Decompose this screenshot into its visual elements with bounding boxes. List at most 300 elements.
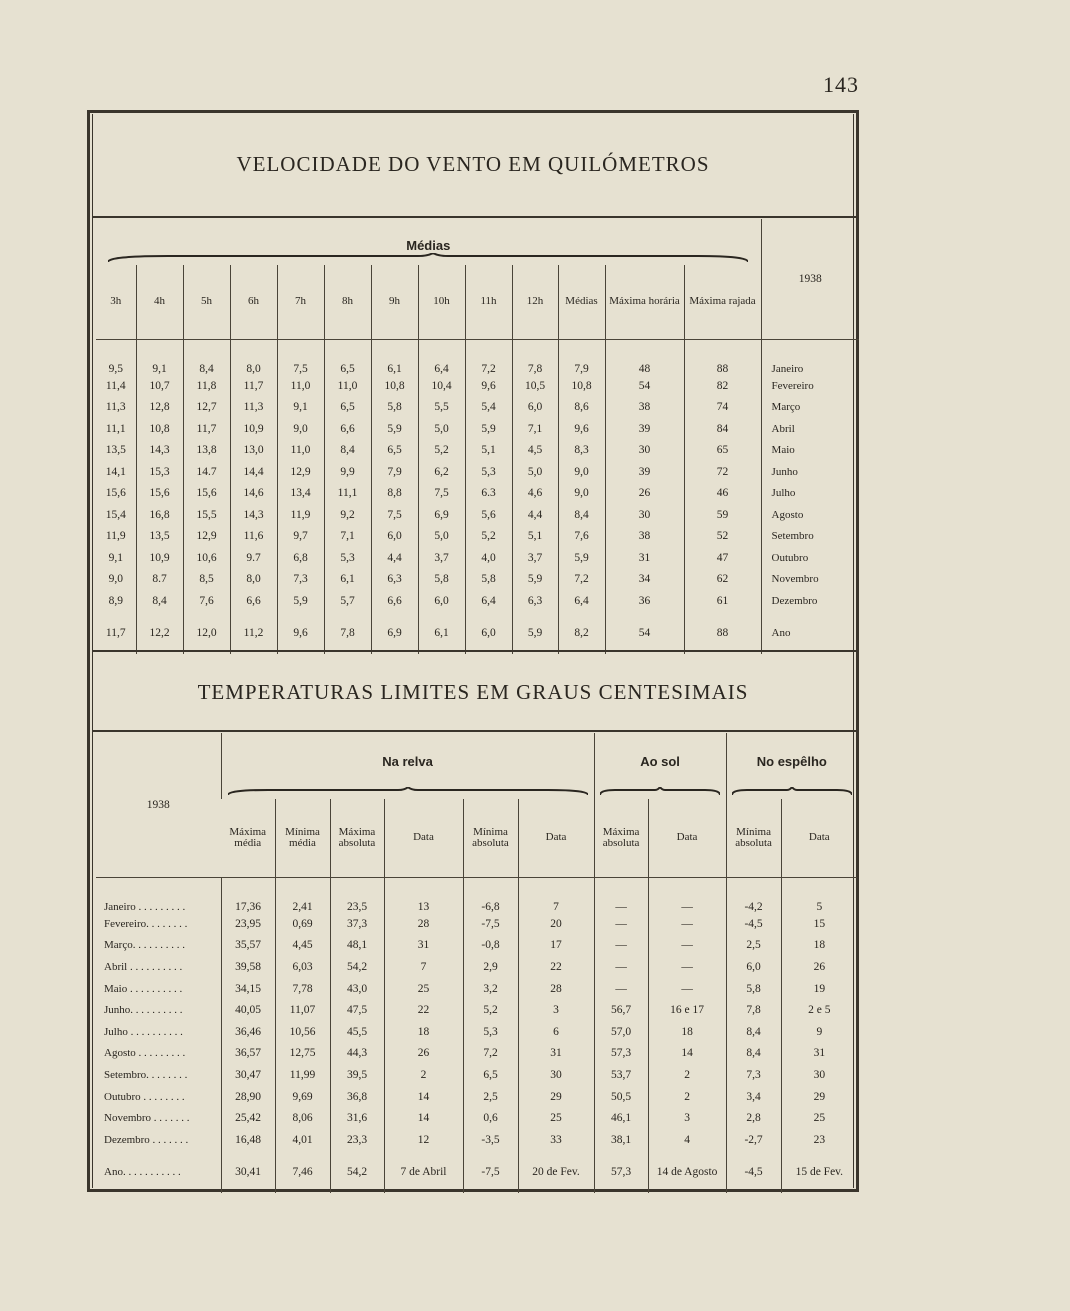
wind-cell: 11,7 — [105, 626, 126, 639]
wind-cell: 52 — [684, 526, 761, 548]
wind-cell: 7,6 — [558, 526, 605, 548]
temp-cell: 5,3 — [463, 1021, 518, 1043]
wind-cell: 8,4 — [183, 339, 230, 375]
month-label: Julho — [761, 483, 859, 505]
wind-cell: 5,1 — [465, 440, 512, 462]
page-number: 143 — [823, 72, 859, 97]
wind-cell: 5,5 — [418, 397, 465, 419]
wind-cell: 5,2 — [418, 440, 465, 462]
wind-cell: 6,0 — [418, 590, 465, 612]
wind-cell: 7,5 — [371, 504, 418, 526]
temp-col-header: Data — [648, 799, 726, 877]
temp-cell: — — [594, 935, 648, 957]
wind-cell: 10,7 — [136, 375, 183, 397]
temp-cell: -6,8 — [463, 877, 518, 913]
temp-cell: 7 de Abril — [384, 1151, 463, 1193]
temp-col-header: Data — [384, 799, 463, 877]
temp-cell: 2 — [648, 1086, 726, 1108]
table-row — [96, 935, 857, 957]
table-row — [96, 461, 859, 483]
temp-cell: 0,6 — [463, 1107, 518, 1129]
wind-cell: 7,9 — [558, 339, 605, 375]
temp-col-header: Máxima absoluta — [594, 799, 648, 877]
temp-cell: 23,3 — [330, 1129, 384, 1151]
wind-col-header: 6h — [230, 265, 277, 339]
wind-cell: 8,2 — [558, 612, 605, 654]
wind-cell: 8,9 — [108, 594, 123, 607]
temp-cell: 22 — [384, 999, 463, 1021]
temp-cell: 47,5 — [330, 999, 384, 1021]
temp-cell: 25 — [384, 978, 463, 1000]
month-label: Dezembro — [761, 590, 859, 612]
temp-cell: 11,99 — [275, 1064, 330, 1086]
wind-cell: 7,3 — [277, 569, 324, 591]
wind-cell: 5,3 — [324, 547, 371, 569]
temp-cell: 11,07 — [275, 999, 330, 1021]
wind-cell: 4,4 — [371, 547, 418, 569]
month-label: Outubro — [761, 547, 859, 569]
wind-cell: 14,1 — [105, 465, 126, 478]
wind-cell: 7,8 — [324, 612, 371, 654]
wind-cell: 5,9 — [277, 590, 324, 612]
temp-cell: 0,69 — [275, 913, 330, 935]
wind-cell: 5,8 — [418, 569, 465, 591]
temp-cell: 8,4 — [726, 1021, 781, 1043]
wind-cell: 6,4 — [418, 339, 465, 375]
temp-cell: 7,3 — [726, 1064, 781, 1086]
temp-cell: 39,5 — [330, 1064, 384, 1086]
month-label: Outubro . . . . . . . . — [104, 1090, 185, 1103]
temp-cell: — — [648, 956, 726, 978]
temp-cell: 56,7 — [594, 999, 648, 1021]
temp-cell: — — [594, 913, 648, 935]
temp-cell: 57,0 — [594, 1021, 648, 1043]
temp-cell: 28 — [384, 913, 463, 935]
wind-cell: 13,5 — [105, 444, 126, 457]
temp-cell: 39,58 — [221, 956, 275, 978]
temp-cell: 54,2 — [330, 956, 384, 978]
temp-cell: 7,2 — [463, 1043, 518, 1065]
table-row — [96, 483, 859, 505]
month-label: Novembro — [761, 569, 859, 591]
wind-cell: 62 — [684, 569, 761, 591]
wind-table-title: VELOCIDADE DO VENTO EM QUILÓMETROS — [236, 152, 710, 176]
wind-cell: 6,5 — [324, 339, 371, 375]
temp-cell: 29 — [781, 1086, 857, 1108]
wind-cell: 14,6 — [230, 483, 277, 505]
wind-cell: 5,0 — [512, 461, 558, 483]
wind-cell: 11,1 — [324, 483, 371, 505]
table-row — [96, 397, 859, 419]
temp-cell: 6,0 — [726, 956, 781, 978]
wind-cell: 30 — [605, 504, 684, 526]
temp-cell: 2,41 — [275, 877, 330, 913]
wind-cell: 9.7 — [230, 547, 277, 569]
temp-cell: — — [648, 913, 726, 935]
ao-sol-brace — [600, 787, 720, 797]
table-row — [96, 956, 857, 978]
temp-cell: — — [594, 956, 648, 978]
temp-cell: 2,8 — [726, 1107, 781, 1129]
wind-cell: 15,4 — [105, 508, 126, 521]
temp-cell: 31,6 — [330, 1107, 384, 1129]
temp-cell: 23,95 — [221, 913, 275, 935]
wind-col-header: 10h — [418, 265, 465, 339]
temp-cell: 18 — [384, 1021, 463, 1043]
wind-cell: 6,9 — [371, 612, 418, 654]
temp-cell: 14 — [384, 1086, 463, 1108]
wind-cell: 13,8 — [183, 440, 230, 462]
wind-speed-table — [96, 219, 859, 654]
wind-cell: 39 — [605, 418, 684, 440]
wind-cell: 48 — [605, 339, 684, 375]
wind-cell: 4,5 — [512, 440, 558, 462]
na-relva-brace — [228, 787, 588, 797]
temp-cell: 18 — [648, 1021, 726, 1043]
wind-cell: 8,4 — [324, 440, 371, 462]
wind-cell: 5,0 — [418, 418, 465, 440]
table-row — [96, 504, 859, 526]
wind-cell: 5,9 — [558, 547, 605, 569]
temp-col-header: Mínima absoluta — [726, 799, 781, 877]
temp-cell: 9 — [781, 1021, 857, 1043]
temp-cell: 13 — [384, 877, 463, 913]
wind-col-header: Máxima horária — [605, 265, 684, 339]
temp-cell: -2,7 — [726, 1129, 781, 1151]
wind-cell: 5,9 — [512, 569, 558, 591]
table-row — [96, 1021, 857, 1043]
month-label: Julho . . . . . . . . . . — [104, 1025, 183, 1038]
temp-col-header: Mínima média — [275, 799, 330, 877]
group-no-espelho — [726, 733, 857, 799]
wind-cell: 7,1 — [512, 418, 558, 440]
temp-cell: 5,2 — [463, 999, 518, 1021]
wind-cell: 65 — [684, 440, 761, 462]
temp-cell: 33 — [518, 1129, 594, 1151]
wind-cell: 11,6 — [230, 526, 277, 548]
temp-cell: 30 — [518, 1064, 594, 1086]
wind-cell: 10,8 — [558, 375, 605, 397]
temp-cell: 28 — [518, 978, 594, 1000]
temp-col-header: Data — [518, 799, 594, 877]
wind-cell: 7,6 — [183, 590, 230, 612]
wind-cell: 4,0 — [465, 547, 512, 569]
temp-cell: 30,41 — [221, 1151, 275, 1193]
wind-cell: 36 — [605, 590, 684, 612]
temp-cell: — — [594, 978, 648, 1000]
temp-cell: 15 de Fev. — [781, 1151, 857, 1193]
wind-cell: 9,6 — [558, 418, 605, 440]
temp-cell: 38,1 — [594, 1129, 648, 1151]
wind-cell: 11,4 — [105, 379, 126, 392]
temp-cell: 2 — [648, 1064, 726, 1086]
temp-cell: -3,5 — [463, 1129, 518, 1151]
temp-cell: -0,8 — [463, 935, 518, 957]
wind-cell: 7,8 — [512, 339, 558, 375]
wind-cell: 6,1 — [371, 339, 418, 375]
wind-cell: 6,3 — [512, 590, 558, 612]
temp-cell: -4,5 — [726, 913, 781, 935]
wind-col-header: Médias — [558, 265, 605, 339]
temp-cell: 12,75 — [275, 1043, 330, 1065]
temp-cell: 2,5 — [463, 1086, 518, 1108]
temp-cell: 28,90 — [221, 1086, 275, 1108]
table-row — [96, 999, 857, 1021]
month-label: Março. . . . . . . . . . — [104, 939, 185, 952]
temp-cell: 2,5 — [726, 935, 781, 957]
wind-cell: 47 — [684, 547, 761, 569]
temp-cell: -4,5 — [726, 1151, 781, 1193]
wind-cell: 38 — [605, 526, 684, 548]
wind-cell: 8.7 — [136, 569, 183, 591]
wind-cell: 11,3 — [230, 397, 277, 419]
wind-cell: 6,0 — [512, 397, 558, 419]
wind-cell: 4,4 — [512, 504, 558, 526]
temp-cell: 3 — [648, 1107, 726, 1129]
wind-cell: 10,9 — [136, 547, 183, 569]
wind-cell: 5,2 — [465, 526, 512, 548]
temp-cell: 8,4 — [726, 1043, 781, 1065]
temp-cell: 48,1 — [330, 935, 384, 957]
wind-cell: 88 — [684, 612, 761, 654]
temp-cell: — — [648, 978, 726, 1000]
wind-cell: 12,9 — [183, 526, 230, 548]
wind-cell: 11,3 — [105, 401, 126, 414]
month-label: Maio — [761, 440, 859, 462]
wind-cell: 6,9 — [418, 504, 465, 526]
wind-cell: 7,5 — [418, 483, 465, 505]
wind-cell: 6,5 — [324, 397, 371, 419]
table-row — [96, 339, 859, 375]
table-row — [96, 978, 857, 1000]
group-ao-sol-label: Ao sol — [640, 754, 680, 769]
wind-cell: 6,0 — [465, 612, 512, 654]
temp-cell: 57,3 — [594, 1043, 648, 1065]
wind-cell: 11,1 — [105, 422, 126, 435]
wind-cell: 9,6 — [277, 612, 324, 654]
wind-col-header: Máxima rajada — [684, 265, 761, 339]
temp-cell: 5 — [781, 877, 857, 913]
wind-cell: 6,8 — [277, 547, 324, 569]
table-row — [96, 547, 859, 569]
wind-cell: 5,9 — [512, 612, 558, 654]
wind-cell: 6,4 — [465, 590, 512, 612]
wind-cell: 5,7 — [324, 590, 371, 612]
temp-col-header: Máxima média — [229, 825, 267, 849]
month-label: Janeiro — [761, 339, 859, 375]
wind-cell: 8,4 — [558, 504, 605, 526]
temp-cell: — — [594, 877, 648, 913]
temp-cell: 10,56 — [275, 1021, 330, 1043]
month-label: Setembro — [761, 526, 859, 548]
no-espelho-brace — [732, 787, 852, 797]
temp-cell: 36,57 — [221, 1043, 275, 1065]
month-label: Maio . . . . . . . . . . — [104, 982, 183, 995]
temp-cell: 22 — [518, 956, 594, 978]
wind-cell: 6.3 — [465, 483, 512, 505]
wind-cell: 5,8 — [371, 397, 418, 419]
wind-year-label: 1938 — [761, 219, 859, 339]
temp-cell: 20 de Fev. — [518, 1151, 594, 1193]
temp-cell: 17 — [518, 935, 594, 957]
wind-cell: 11,7 — [183, 418, 230, 440]
table-row — [96, 526, 859, 548]
temp-cell: 16,48 — [221, 1129, 275, 1151]
temp-cell: 3,4 — [726, 1086, 781, 1108]
wind-cell: 9,0 — [108, 573, 123, 586]
wind-cell: 6,3 — [371, 569, 418, 591]
wind-cell: 14,4 — [230, 461, 277, 483]
wind-cell: 9,6 — [465, 375, 512, 397]
temp-cell: 46,1 — [594, 1107, 648, 1129]
wind-group-brace — [108, 253, 748, 263]
table-row — [96, 440, 859, 462]
temp-col-header: Máxima absoluta — [330, 799, 384, 877]
wind-cell: 15,6 — [105, 487, 126, 500]
temp-cell: 25 — [781, 1107, 857, 1129]
table-row — [96, 375, 859, 397]
temp-cell: 30,47 — [221, 1064, 275, 1086]
wind-cell: 14.7 — [183, 461, 230, 483]
wind-cell: 54 — [605, 612, 684, 654]
month-label: Janeiro . . . . . . . . . — [104, 901, 186, 913]
temp-cell: 23,5 — [330, 877, 384, 913]
month-label: Ano. . . . . . . . . . . — [104, 1165, 181, 1178]
wind-cell: 9,1 — [277, 397, 324, 419]
wind-cell: 11,0 — [324, 375, 371, 397]
wind-cell: 9,7 — [277, 526, 324, 548]
temp-cell: 40,05 — [221, 999, 275, 1021]
temp-cell: 7,8 — [726, 999, 781, 1021]
wind-col-header: 4h — [136, 265, 183, 339]
wind-cell: 6,6 — [371, 590, 418, 612]
temp-cell: 4 — [648, 1129, 726, 1151]
wind-cell: 11,0 — [277, 440, 324, 462]
wind-cell: 26 — [605, 483, 684, 505]
temp-cell: 2,9 — [463, 956, 518, 978]
temp-cell: 19 — [781, 978, 857, 1000]
temp-cell: 6 — [518, 1021, 594, 1043]
temp-cell: 37,3 — [330, 913, 384, 935]
temp-cell: 25,42 — [221, 1107, 275, 1129]
wind-cell: 5,8 — [465, 569, 512, 591]
wind-cell: 9,5 — [108, 363, 123, 375]
wind-cell: 7,9 — [371, 461, 418, 483]
table-row — [96, 1064, 857, 1086]
temp-cell: 31 — [518, 1043, 594, 1065]
wind-cell: 9,2 — [324, 504, 371, 526]
wind-col-header: 7h — [277, 265, 324, 339]
table-row — [96, 1129, 857, 1151]
wind-cell: 6,2 — [418, 461, 465, 483]
wind-cell: 11,9 — [105, 530, 126, 543]
wind-cell: 9,0 — [558, 483, 605, 505]
wind-cell: 72 — [684, 461, 761, 483]
temp-cell: 7,78 — [275, 978, 330, 1000]
month-label: Agosto — [761, 504, 859, 526]
table-row — [96, 1107, 857, 1129]
month-label: Ano — [761, 612, 859, 654]
temp-cell: 2 — [384, 1064, 463, 1086]
wind-cell: 9,0 — [558, 461, 605, 483]
temp-cell: 2 e 5 — [781, 999, 857, 1021]
temp-cell: 15 — [781, 913, 857, 935]
wind-cell: 3,7 — [512, 547, 558, 569]
temp-cell: 30 — [781, 1064, 857, 1086]
wind-cell: 5,9 — [371, 418, 418, 440]
month-label: Abril — [761, 418, 859, 440]
temp-cell: 43,0 — [330, 978, 384, 1000]
wind-col-header: 11h — [465, 265, 512, 339]
wind-cell: 16,8 — [136, 504, 183, 526]
wind-cell: 12,9 — [277, 461, 324, 483]
wind-cell: 15,6 — [183, 483, 230, 505]
wind-col-header: 8h — [324, 265, 371, 339]
wind-cell: 82 — [684, 375, 761, 397]
temp-cell: 3,2 — [463, 978, 518, 1000]
wind-cell: 84 — [684, 418, 761, 440]
wind-cell: 14,3 — [136, 440, 183, 462]
wind-cell: 9,0 — [277, 418, 324, 440]
wind-cell: 10,8 — [371, 375, 418, 397]
wind-cell: 10,4 — [418, 375, 465, 397]
wind-cell: 31 — [605, 547, 684, 569]
wind-cell: 6,6 — [324, 418, 371, 440]
wind-cell: 5,0 — [418, 526, 465, 548]
wind-cell: 9,1 — [136, 339, 183, 375]
wind-cell: 10,9 — [230, 418, 277, 440]
wind-cell: 13,5 — [136, 526, 183, 548]
group-na-relva — [221, 733, 594, 799]
temp-cell: 12 — [384, 1129, 463, 1151]
wind-cell: 15,3 — [136, 461, 183, 483]
wind-cell: 8,3 — [558, 440, 605, 462]
temp-cell: 36,8 — [330, 1086, 384, 1108]
temp-cell: -7,5 — [463, 1151, 518, 1193]
wind-cell: 9,1 — [108, 551, 123, 564]
wind-cell: 12,0 — [183, 612, 230, 654]
wind-cell: 7,1 — [324, 526, 371, 548]
wind-cell: 8,4 — [136, 590, 183, 612]
temp-cell: 44,3 — [330, 1043, 384, 1065]
table-row — [96, 590, 859, 612]
wind-cell: 6,0 — [371, 526, 418, 548]
temp-cell: 25 — [518, 1107, 594, 1129]
temp-table-title: TEMPERATURAS LIMITES EM GRAUS CENTESIMAIS — [197, 680, 749, 704]
temp-cell: 14 de Agosto — [648, 1151, 726, 1193]
group-ao-sol — [594, 733, 726, 799]
wind-cell: 8,6 — [558, 397, 605, 419]
wind-cell: 11,7 — [230, 375, 277, 397]
temp-cell: 6,03 — [275, 956, 330, 978]
wind-cell: 54 — [605, 375, 684, 397]
temp-cell: 7 — [384, 956, 463, 978]
wind-cell: 15,6 — [136, 483, 183, 505]
temp-cell: — — [648, 877, 726, 913]
wind-col-header: 12h — [512, 265, 558, 339]
wind-cell: 11,8 — [183, 375, 230, 397]
month-label: Dezembro . . . . . . . — [104, 1133, 189, 1146]
month-label: Junho. . . . . . . . . . — [104, 1004, 183, 1017]
wind-cell: 4,6 — [512, 483, 558, 505]
wind-cell: 61 — [684, 590, 761, 612]
month-label: Junho — [761, 461, 859, 483]
table-row — [96, 877, 857, 913]
wind-cell: 7,5 — [277, 339, 324, 375]
temp-cell: — — [648, 935, 726, 957]
wind-cell: 8,0 — [230, 569, 277, 591]
temp-cell: 9,69 — [275, 1086, 330, 1108]
